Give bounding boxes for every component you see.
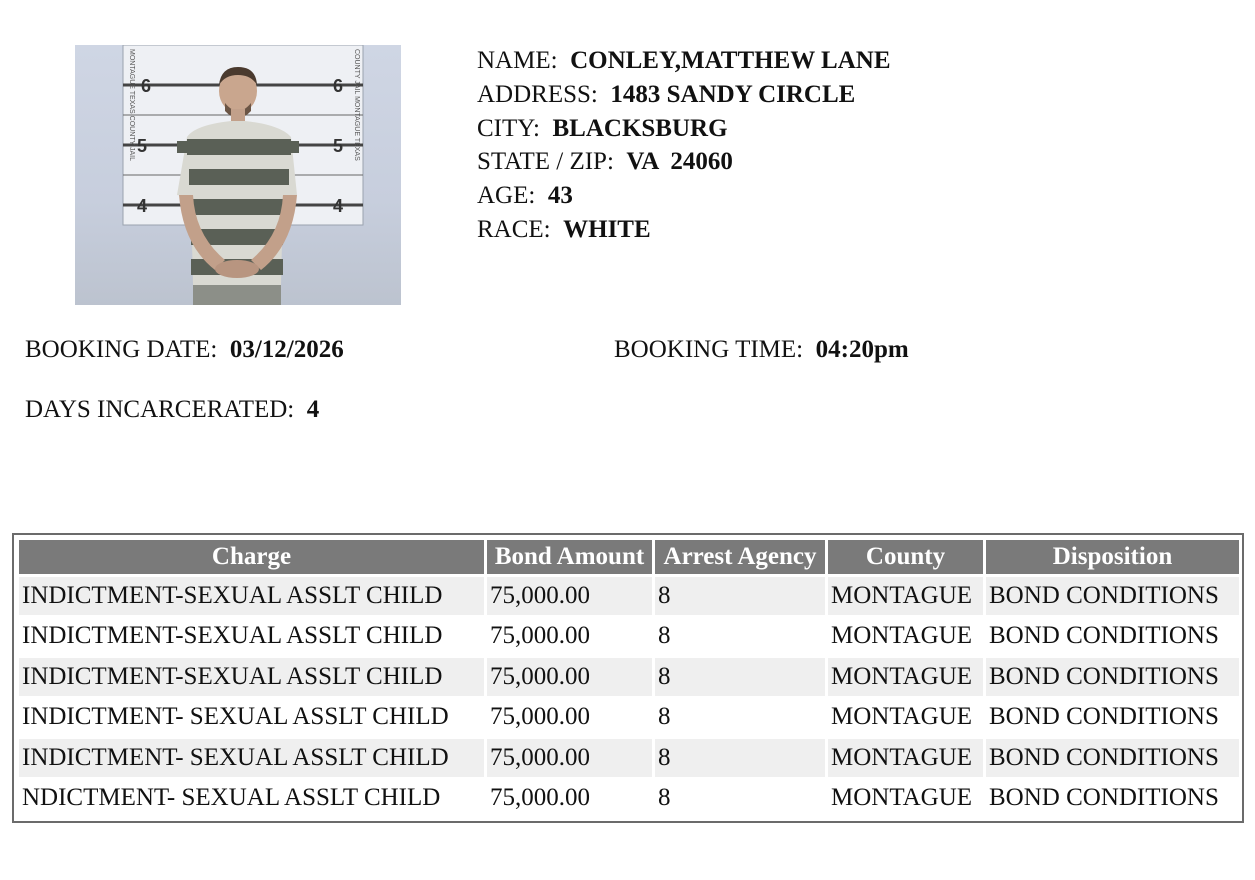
arrest-agency-cell: 8 xyxy=(655,577,825,615)
board-text-right: COUNTY JAIL MONTAGUE TEXAS xyxy=(353,49,360,161)
race-label: RACE: xyxy=(477,215,551,243)
table-row xyxy=(19,699,1239,737)
table-row xyxy=(19,739,1239,777)
disposition-cell: BOND CONDITIONS xyxy=(986,577,1239,615)
height-mark-5-left: 5 xyxy=(137,136,148,156)
table-row xyxy=(19,780,1239,818)
state-zip-value: VA 24060 xyxy=(626,148,733,176)
board-text-left: MONTAGUE TEXAS COUNTY JAIL xyxy=(128,49,135,162)
charge-cell: INDICTMENT-SEXUAL ASSLT CHILD xyxy=(19,618,484,656)
disposition-cell: BOND CONDITIONS xyxy=(986,780,1239,818)
age-label: AGE: xyxy=(477,182,536,210)
booking-time-value: 04:20pm xyxy=(815,336,909,363)
county-cell: MONTAGUE xyxy=(828,739,983,777)
age-value: 43 xyxy=(547,182,573,210)
mugshot-photo xyxy=(75,45,401,305)
name-row xyxy=(477,44,891,78)
state-zip-label: STATE / ZIP: xyxy=(477,148,614,176)
address-value: 1483 SANDY CIRCLE xyxy=(610,80,856,108)
booking-date-label: BOOKING DATE: xyxy=(25,336,218,363)
booking-time xyxy=(614,336,909,364)
charge-cell: INDICTMENT- SEXUAL ASSLT CHILD xyxy=(19,739,484,777)
bond-amount-cell: 75,000.00 xyxy=(487,618,652,656)
column-header-bond-amount: Bond Amount xyxy=(487,540,652,574)
bond-amount-cell: 75,000.00 xyxy=(487,699,652,737)
charge-cell: NDICTMENT- SEXUAL ASSLT CHILD xyxy=(19,780,484,818)
column-header-county: County xyxy=(828,540,983,574)
table-row xyxy=(19,658,1239,696)
disposition-cell: BOND CONDITIONS xyxy=(986,618,1239,656)
county-cell: MONTAGUE xyxy=(828,618,983,656)
charges-table-frame xyxy=(12,533,1244,823)
county-cell: MONTAGUE xyxy=(828,577,983,615)
charges-header-row xyxy=(19,540,1239,574)
charge-cell: INDICTMENT- SEXUAL ASSLT CHILD xyxy=(19,699,484,737)
bond-amount-cell: 75,000.00 xyxy=(487,739,652,777)
city-value: BLACKSBURG xyxy=(552,114,728,142)
arrest-agency-cell: 8 xyxy=(655,699,825,737)
bond-amount-cell: 75,000.00 xyxy=(487,577,652,615)
county-cell: MONTAGUE xyxy=(828,658,983,696)
column-header-disposition: Disposition xyxy=(986,540,1239,574)
state-zip-row xyxy=(477,145,891,179)
charges-table xyxy=(16,537,1242,820)
arrest-agency-cell: 8 xyxy=(655,780,825,818)
race-value: WHITE xyxy=(563,215,651,243)
column-header-charge: Charge xyxy=(19,540,484,574)
height-mark-5-right: 5 xyxy=(333,136,344,156)
bond-amount-cell: 75,000.00 xyxy=(487,658,652,696)
bond-amount-cell: 75,000.00 xyxy=(487,780,652,818)
race-row xyxy=(477,213,891,247)
booking-time-label: BOOKING TIME: xyxy=(614,336,804,363)
county-cell: MONTAGUE xyxy=(828,780,983,818)
disposition-cell: BOND CONDITIONS xyxy=(986,739,1239,777)
days-incarcerated-value: 4 xyxy=(306,396,320,423)
name-label: NAME: xyxy=(477,47,558,74)
city-row xyxy=(477,112,891,146)
height-mark-4-left: 4 xyxy=(137,196,148,216)
age-row xyxy=(477,179,891,213)
table-row xyxy=(19,577,1239,615)
name-value: CONLEY,MATTHEW LANE xyxy=(570,47,891,74)
disposition-cell: BOND CONDITIONS xyxy=(986,699,1239,737)
charge-cell: INDICTMENT-SEXUAL ASSLT CHILD xyxy=(19,658,484,696)
height-mark-4-right: 4 xyxy=(333,196,344,216)
days-incarcerated xyxy=(25,396,319,424)
inmate-info xyxy=(477,44,891,247)
arrest-agency-cell: 8 xyxy=(655,658,825,696)
height-mark-6-right: 6 xyxy=(333,76,344,96)
address-label: ADDRESS: xyxy=(477,80,598,108)
charge-cell: INDICTMENT-SEXUAL ASSLT CHILD xyxy=(19,577,484,615)
booking-date-value: 03/12/2026 xyxy=(229,336,344,363)
booking-date xyxy=(25,336,344,364)
arrest-agency-cell: 8 xyxy=(655,739,825,777)
disposition-cell: BOND CONDITIONS xyxy=(986,658,1239,696)
height-mark-6-left: 6 xyxy=(141,76,152,96)
arrest-agency-cell: 8 xyxy=(655,618,825,656)
table-row xyxy=(19,618,1239,656)
column-header-arrest-agency: Arrest Agency xyxy=(655,540,825,574)
address-row xyxy=(477,78,891,112)
county-cell: MONTAGUE xyxy=(828,699,983,737)
days-incarcerated-label: DAYS INCARCERATED: xyxy=(25,396,295,423)
city-label: CITY: xyxy=(477,114,540,142)
